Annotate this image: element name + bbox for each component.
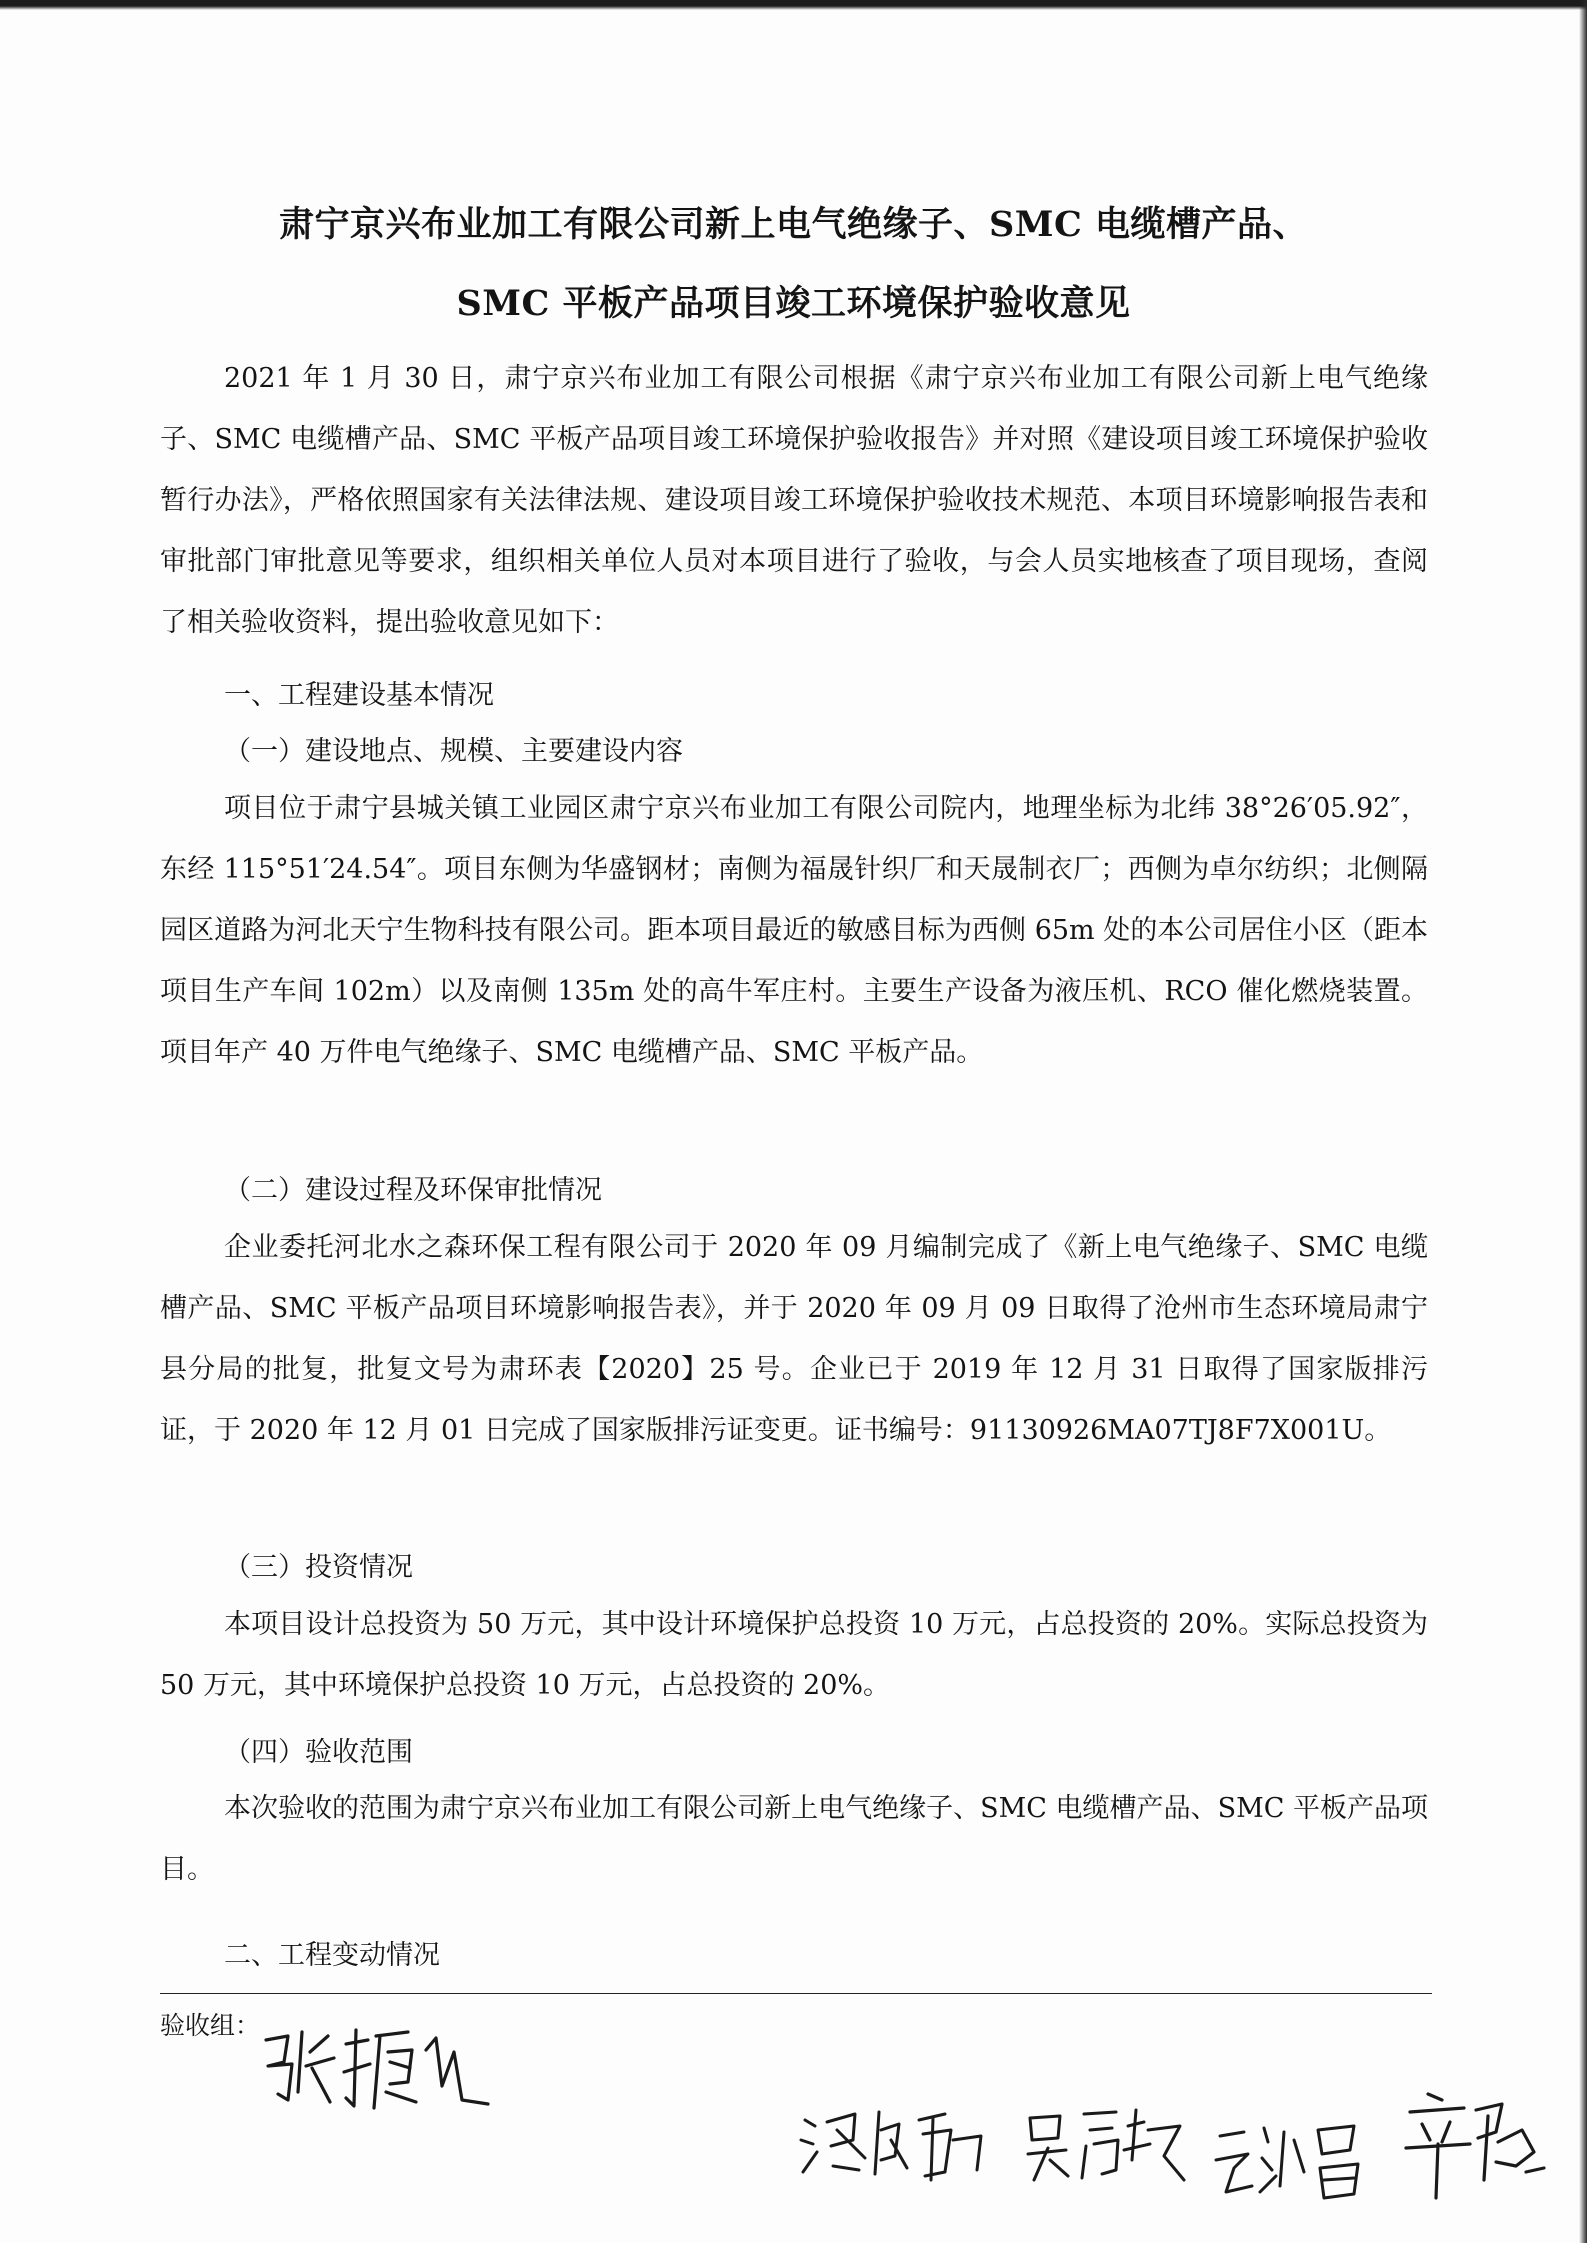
investment-paragraph: 本项目设计总投资为 50 万元，其中设计环境保护总投资 10 万元，占总投资的 20%。实际总投资为 50 万元，其中环境保护总投资 10 万元，占总投资的 20%。 [160, 1609, 1428, 1701]
intro-paragraph: 2021 年 1 月 30 日，肃宁京兴布业加工有限公司根据《肃宁京兴布业加工有限公司新上电气绝缘子、SMC 电缆槽产品、SMC 平板产品项目竣工环境保护验收报告》并对照《建设项目竣工环境保护验收暂行办法》，严格依照国家有关法律法规、建设项目竣工环境保护验收技术规范、本项目环境影响报告表和审批部门审批意见等要求，组织相关单位人员对本项目进行了验收，与会人员实地核查了项目现场，查阅了相关验收资料，提出验收意见如下： [160, 363, 1428, 638]
scan-right-edge [1579, 0, 1587, 2243]
document-title-line-1: 肃宁京兴布业加工有限公司新上电气绝缘子、SMC 电缆槽产品、 [278, 204, 1309, 245]
subsection-4-heading: （四）验收范围 [224, 1737, 413, 1768]
location-paragraph: 项目位于肃宁县城关镇工业园区肃宁京兴布业加工有限公司院内，地理坐标为北纬 38°26′05.92″，东经 115°51′24.54″。项目东侧为华盛钢材；南侧为福晟针织厂和天晟制衣厂；西侧为卓尔纺织；北侧隔园区道路为河北天宁生物科技有限公司。距本项目最近的敏感目标为西侧 65m 处的本公司居住小区（距本项目生产车间 102m）以及南侧 135m 处的高牛军庄村。主要生产设备为液压机、RCO 催化燃烧装置。项目年产 40 万件电气绝缘子、SMC 电缆槽产品、SMC 平板产品。 [160, 793, 1428, 1068]
subsection-1-heading: （一）建设地点、规模、主要建设内容 [224, 736, 683, 767]
scan-top-edge [0, 0, 1587, 10]
subsection-3-heading: （三）投资情况 [224, 1552, 413, 1583]
section-2-heading: 二、工程变动情况 [224, 1940, 440, 1971]
signature-4 [1208, 2110, 1383, 2205]
signature-5 [1398, 2082, 1548, 2202]
signature-1 [258, 2022, 498, 2117]
signature-2 [795, 2100, 995, 2190]
approval-paragraph: 企业委托河北水之森环保工程有限公司于 2020 年 09 月编制完成了《新上电气绝缘子、SMC 电缆槽产品、SMC 平板产品项目环境影响报告表》，并于 2020 年 09 月 09 日取得了沧州市生态环境局肃宁县分局的批复，批复文号为肃环表【2020】25 号。企业已于 2019 年 12 月 31 日取得了国家版排污证，于 2020 年 12 月 01 日完成了国家版排污证变更。证书编号：91130926MA07TJ8F7X001U。 [160, 1232, 1428, 1446]
signature-3 [1020, 2100, 1190, 2190]
acceptance-group-label: 验收组： [160, 2011, 261, 2040]
section-1-heading: 一、工程建设基本情况 [224, 680, 494, 711]
footer-divider [160, 1993, 1432, 1994]
subsection-2-heading: （二）建设过程及环保审批情况 [224, 1175, 602, 1206]
document-title-line-2: SMC 平板产品项目竣工环境保护验收意见 [456, 283, 1131, 324]
scope-paragraph: 本次验收的范围为肃宁京兴布业加工有限公司新上电气绝缘子、SMC 电缆槽产品、SMC 平板产品项目。 [160, 1793, 1428, 1885]
